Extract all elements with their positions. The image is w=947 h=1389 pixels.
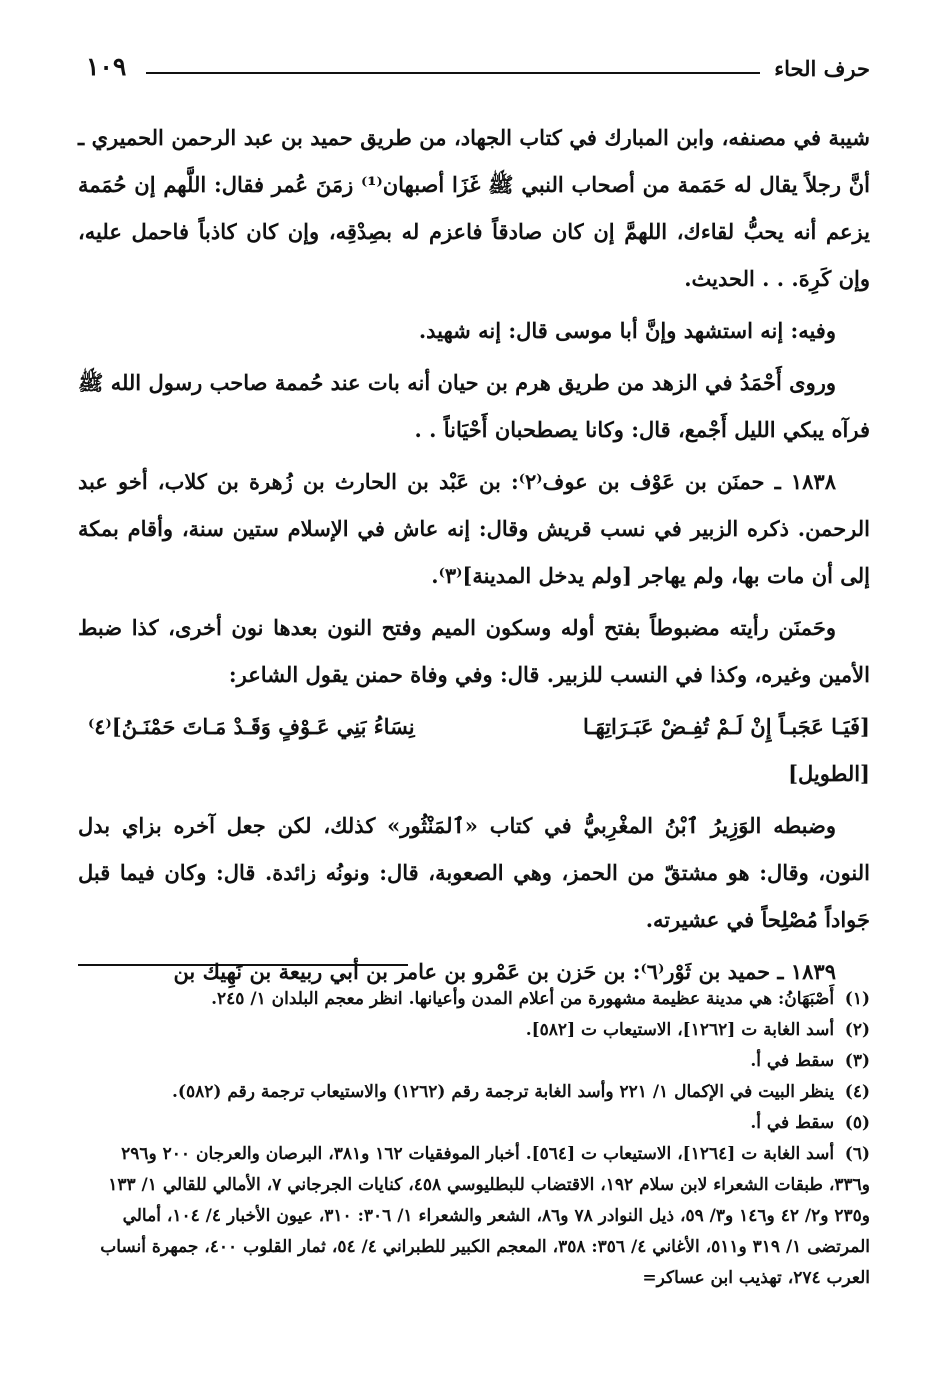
footnote-number: (٤)	[844, 1082, 870, 1102]
paragraph: وفيه: إنه استشهد وإنَّ أبا موسى قال: إنه شهيد.	[418, 318, 836, 343]
page-number: ١٠٩	[86, 52, 127, 81]
entry-1838: ١٨٣٨ ـ حمنَن بن عَوْف بن عوف⁽٢⁾: بن عَبْد بن الحارث بن زُهرة بن كلاب، أخو عبد الرحمن. ذكره الزبير في نسب قريش وقال: إنه عاش في الإسلام ستين سنة، وأقام بمكة إلى أن مات بها، ولم يهاجر [ولم يدخل المدينة]⁽٣⁾.	[78, 469, 870, 588]
footnote-number: (٣)	[844, 1051, 870, 1071]
running-title: حرف الحاء	[774, 56, 870, 81]
footnotes	[78, 984, 870, 1294]
footnote-text: أسد الغابة ت [١٢٦٢]، الاستيعاب ت [٥٨٢].	[525, 1020, 835, 1040]
paragraph: شيبة في مصنفه، وابن المبارك في كتاب الجهاد، من طريق حميد بن عبد الرحمن الحميري ـ أنَّ رجلاً يقال له حَمَمة من أصحاب النبي ﷺ غَزَا أصبهان⁽¹⁾ زمَنَ عُمر فقال: اللَّهم إن حُمَمة يزعم أنه يحبُّ لقاءك، اللهمَّ إن كان صادقاً فاعزم له بصِدْقِه، وإن كان كاذباً فاحمل عليه، وإن كَرِهَ. . . الحديث.	[78, 125, 870, 291]
entry-1839: ١٨٣٩ ـ حميد بن ثَوْر⁽٦⁾: بن حَزن بن عَمْرو بن عامر بن أبي ربيعة بن نَهِيك بن	[173, 959, 836, 984]
footnote	[78, 1015, 870, 1046]
paragraph: وضبطه الوَزِيرُ ٱبْنُ المغْرِبيُّ في كتاب «ٱلمَنْثُور» كذلك، لكن جعل آخره بزاي بدل النون، وقال: هو مشتقّ من الحمز، وهي الصعوبة، قال: ونونُه زائدة. قال: وكان فيما قبل جَواداً مُصْلِحاً في عشيرته.	[78, 813, 870, 932]
poetry-verse	[78, 703, 870, 750]
footnote	[78, 1139, 870, 1294]
page-header	[78, 52, 870, 92]
verse-second-hemistich: نِسَاءُ بَنِي عَـوْفٍ وَقَـدْ مَـاتَ حَمْنَـنُ]⁽٤⁾	[88, 714, 415, 739]
footnote-text: سقط في أ.	[750, 1051, 835, 1071]
book-page	[78, 52, 870, 1372]
footnote-text: سقط في أ.	[750, 1113, 835, 1133]
main-text	[78, 114, 870, 1000]
footnote-number: (٦)	[844, 1144, 870, 1164]
paragraph: وروى أَحْمَدُ في الزهد من طريق هرم بن حيان أنه بات عند حُممة صاحب رسول الله ﷺ فرآه يبكي الليل أَجْمع، قال: وكانا يصطحبان أَحْيَاناً . .	[78, 370, 870, 442]
footnote-number: (٢)	[844, 1020, 870, 1040]
footnote-text: أسد الغابة ت [١٢٦٤]، الاستيعاب ت [٥٦٤]. أخبار الموفقيات ١٦٢ و٣٨١، البرصان والعرجان ٢٠٠ و٢٩٦ و٣٣٦، طبقات الشعراء لابن سلام ١٩٢، الاقتضاب للبطليوسي ٤٥٨، كنايات الجرجاني ٧، الأمالي للقالي ١/ ١٣٣ و٢٣٥ و٢/ ٤٢ و١٤٦ و٣/ ٥٩، ذيل النوادر ٧٨ و٨٦، الشعر والشعراء ١/ ٣٠٦: ٣١٠، عيون الأخبار ٤/ ١٠٤، أمالي المرتضى ١/ ٣١٩ و٥١١، الأغاني ٤/ ٣٥٦: ٣٥٨، المعجم الكبير للطبراني ٤/ ٥٤، ثمار القلوب ٤٠٠، جمهرة أنساب العرب ٢٧٤، تهذيب ابن عساكر=	[100, 1144, 870, 1288]
footnote	[78, 984, 870, 1015]
verse-first-hemistich: [فَيَـا عَجَبـاً إِنْ لَـمْ تُفِـضْ عَبَـرَاتِهَـا	[582, 714, 870, 739]
footnote	[78, 1108, 870, 1139]
footnote-text: أَصْبَهَانُ: هي مدينة عظيمة مشهورة من أعلام المدن وأعيانها. انظر معجم البلدان ١/ ٢٤٥.	[211, 989, 835, 1009]
footnote-number: (١)	[844, 989, 870, 1009]
footnote-rule	[78, 964, 408, 966]
footnote	[78, 1077, 870, 1108]
footnote-text: ينظر البيت في الإكمال ١/ ٢٢١ وأسد الغابة ترجمة رقم (١٢٦٢) والاستيعاب ترجمة رقم (٥٨٢).	[172, 1082, 835, 1102]
paragraph: وحَمنَن رأيته مضبوطاً بفتح أوله وسكون الميم وفتح النون بعدها نون أخرى، كذا ضبط الأمين وغيره، وكذا في النسب للزبير. قال: وفي وفاة حمنن يقول الشاعر:	[78, 615, 870, 687]
footnote	[78, 1046, 870, 1077]
footnote-number: (٥)	[844, 1113, 870, 1133]
verse-meter: [الطويل]	[788, 761, 870, 786]
header-rule	[146, 72, 760, 74]
